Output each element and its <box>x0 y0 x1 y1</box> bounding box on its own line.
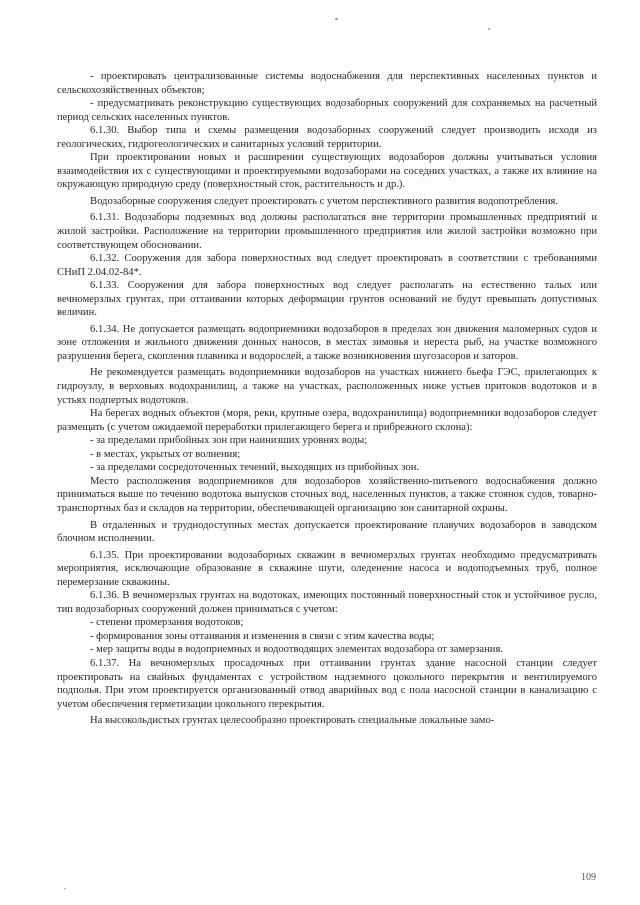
scan-speck <box>64 888 66 889</box>
paragraph: 6.1.31. Водозаборы подземных вод должны располагаться вне территории промышленных предприятий и жилой застройки. Расположение на территории промышленного предприятия или жилой застройки возможно при соответствующем обосновании. <box>57 212 597 251</box>
paragraph: - предусматривать реконструкцию существующих водозаборных сооружений для сохраняемых на расчетный период сельских населенных пунктов. <box>57 98 597 123</box>
document-body <box>57 70 597 728</box>
paragraph: 6.1.35. При проектировании водозаборных скважин в вечномерзлых грунтах необходимо предусматривать мероприятия, исключающие образование в скважине шуги, оледенение насоса и водоподъемных труб, полное перемерзание скважины. <box>57 549 597 588</box>
list-item: - формирования зоны оттаивания и изменения в связи с этим качества воды; <box>90 630 435 642</box>
paragraph: Не рекомендуется размещать водоприемники водозаборов на участках нижнего бьефа ГЭС, прилегающих к гидроузлу, в верховьях водохранилищ, а также на участках, расположенных ниже устьев притоков водотоков и в устьях подпертых водотоков. <box>57 367 597 406</box>
list-item: - степени промерзания водотоков; <box>90 617 244 629</box>
paragraph: Водозаборные сооружения следует проектировать с учетом перспективного развития водопотребления. <box>90 195 559 207</box>
scan-speck <box>488 28 490 30</box>
paragraph: 6.1.36. В вечномерзлых грунтах на водотоках, имеющих постоянный поверхностный сток и устойчивое русло, тип водозаборных сооружений должен приниматься с учетом: <box>57 590 597 615</box>
paragraph: - проектировать централизованные системы водоснабжения для перспективных населенных пунктов и сельскохозяйственных объектов; <box>57 71 597 96</box>
paragraph: На высокольдистых грунтах целесообразно проектировать специальные локальные замо- <box>90 715 495 727</box>
paragraph: 6.1.30. Выбор типа и схемы размещения водозаборных сооружений следует производить исходя из геологических, гидрогеологических и санитарных условий территории. <box>57 125 597 150</box>
page-number: 109 <box>581 872 596 883</box>
scan-speck <box>335 18 338 20</box>
paragraph: При проектировании новых и расширении существующих водозаборов должны учитываться условия взаимодействия их с существующими и проектируемыми водозаборами на соседних участках, а также их влияние на окружающую природную среду (поверхностный сток, растительность и др.). <box>57 152 597 191</box>
list-item: - мер защиты воды в водоприемных и водоотводящих элементах водозабора от замерзания. <box>90 644 503 656</box>
paragraph: 6.1.32. Сооружения для забора поверхностных вод следует проектировать в соответствии с требованиями СНиП 2.04.02-84*. <box>57 253 597 278</box>
paragraph: Место расположения водоприемников для водозаборов хозяйственно-питьевого водоснабжения должно приниматься выше по течению водотока выпусков сточных вод, населенных пунктов, а также стоянок судов, товарно-транспортных баз и складов на территории, обеспечивающей организацию зон санитарной охраны. <box>57 475 597 514</box>
list-item: - в местах, укрытых от волнения; <box>90 448 241 460</box>
paragraph: 6.1.34. Не допускается размещать водоприемники водозаборов в пределах зон движения маломерных судов и зоне отложения и жильного движения донных наносов, в местах зимовья и нереста рыб, на участке возможного разрушения берега, скопления плавника и водорослей, а также возникновения шугозасоров и заторов. <box>57 323 597 362</box>
paragraph: В отдаленных и труднодоступных местах допускается проектирование плавучих водозаборов в заводском блочном исполнении. <box>57 519 597 545</box>
paragraph: 6.1.33. Сооружения для забора поверхностных вод следует располагать на естественно талых или вечномерзлых грунтах, при оттаивании которых деформации грунтов оснований не будут превышать допустимых величин. <box>57 280 597 319</box>
paragraph: 6.1.37. На вечномерзлых просадочных при оттаивании грунтах здание насосной станции следует проектировать на свайных фундаментах с устройством надземного цокольного перекрытия и вентилируемого подполья. При этом проектируется организованный отвод аварийных вод с пола насосной станции в канализацию с учетом обеспечения герметизации цокольного перекрытия. <box>57 657 597 710</box>
list-item: - за пределами прибойных зон при наинизших уровнях воды; <box>90 435 368 447</box>
list-item: - за пределами сосредоточенных течений, выходящих из прибойных зон. <box>90 462 420 474</box>
paragraph: На берегах водных объектов (моря, реки, крупные озера, водохранилища) водоприемники водозаборов следует размещать (с учетом ожидаемой переработки прилегающего берега и прибрежного склона): <box>57 408 597 433</box>
